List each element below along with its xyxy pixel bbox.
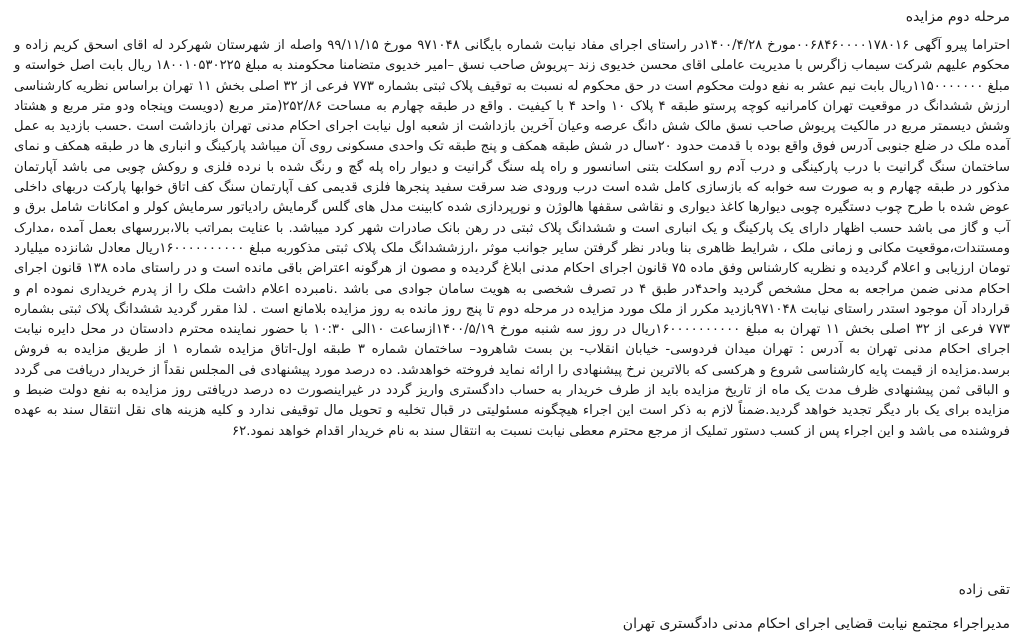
signer-name: تقی زاده — [958, 582, 1010, 598]
signer-title: مدیراجراء مجتمع نیابت قضایی اجرای احکام مدنی دادگستری تهران — [622, 616, 1010, 632]
notice-body-text: احتراما پیرو آگهی ۰۰۶۸۴۶۰۰۰۰۱۷۸۰۱۶مورخ ۱۴۰۰/۴/۲۸در راستای اجرای مفاد نیابت شماره بایگانی ۹۷۱۰۴۸ مورخ ۹۹/۱۱/۱۵ واصله از شهرستان شهرکرد له اقای اسحق کریم زاده و محکوم علیهم شرکت سیماب زاگرس با مدیریت عاملی اقای محسن خدیوی زند –پریوش صاحب نسق –امیر خدیوی متضامنا محکومند به مبلغ ۱۸۰۰۱۰۵۳۰۲۲۵ ریال بابت اصل خواسته و مبلغ ۱۱۵۰۰۰۰۰۰۰ریال بابت نیم عشر به نفع دولت محکوم است در حق محکوم له نسبت به توقیف پلاک ثبتی بشماره ۷۷۳ فرعی از ۳۲ اصلی بخش ۱۱ تهران براساس نظریه کارشناسی ارزش ششدانگ در موقعیت تهران کامرانیه کوچه پرستو طبقه ۴ پلاک ۱۰ واحد ۴ با کیفیت . واقع در طبقه چهارم به مساحت ۲۵۲/۸۶(متر مربع (دویست وپنجاه ودو متر مربع و هشتاد وشش دیسمتر مربع در مالکیت پریوش صاحب نسق مالک شش دانگ عرصه وعیان آخرین بازداشت از شعبه اول نیابت اجرای احکام مدنی تهران بازداشت است .حسب بازدید به عمل آمده ملک در ضلع جنوبی آدرس فوق واقع بوده با قدمت حدود ۲۰سال در شش طبقه همکف و پنج طبقه تک واحدی مسکونی روی آن میباشد پارکینگ و انباری ها در طبقه همکف و نمای ساختمان سنگ گرانیت با درب پارکینگی و درب آدم رو اسکلت بتنی اسانسور و راه پله سنگ گرانیت و دیوار راه پله گچ و رنگ شده با نرده فلزی و روکش چوبی می باشد آپارتمان مذکور در طبقه چهارم و به صورت سه خوابه که بازسازی کامل شده است درب ورودی ضد سرقت سفید پنجرها فلزی قدیمی کف آپارتمان سنگ کف اتاق خوابها پارکت دربهای داخلی عوض شده با طرح چوب دستگیره چوبی دیوارها کاغذ دیواری و نقاشی سقفها هالوژن و نورپردازی شده کابینت مدل های گلس گرمایش رادیاتور سرمایش کولر و امکانات شامل برق و آب و گاز می باشد حسب اظهار دارای یک پارکینگ و یک انباری است و ششدانگ پلاک ثبتی در رهن بانک صادرات شهر کرد میباشد. با عنایت بمراتب بالا،بررسهای بعمل آمده ،مدارک ومستندات،موقعیت مکانی و زمانی ملک ، شرایط ظاهری بنا وبادر نظر گرفتن سایر جوانب موثر ،ارزششدانگ ملک پلاک ثبتی مذکوربه مبلغ ۱۶۰۰۰۰۰۰۰۰۰۰ریال معادل شانزده میلیارد تومان ارزیابی و اعلام گردیده و نظریه کارشناس وفق ماده ۷۵ قانون اجرای احکام مدنی ابلاغ گردیده و مصون از هرگونه اعتراض باقی مانده است و در راستای ماده ۱۳۸ قانون اجرای احکام مدنی ضمن مراجعه به محل مشخص گردید واحد۴در طبق ۴ در تصرف شخصی به هویت سامان جوادی می باشد .نامبرده اعلام داشت ملک را از پدرم خریداری نموده ام و قرارداد آن موجود استدر راستای نیابت ۹۷۱۰۴۸بازدید مکرر از ملک مورد مزایده در مرحله دوم تا پنج روز مانده به روز مزایده بلامانع است . لذا مقرر گردید ششدانگ پلاک ثبتی بشماره ۷۷۳ فرعی از ۳۲ اصلی بخش ۱۱ تهران به مبلغ ۱۶۰۰۰۰۰۰۰۰۰۰ریال در روز سه شنبه مورخ ۱۴۰۰/۵/۱۹ازساعت ۱۰الی ۱۰:۳۰ با حضور نماینده محترم دادستان در محل دایره نیابت اجرای احکام مدنی تهران به آدرس : تهران میدان فردوسی- خیابان انقلاب- بن بست شاهرود– ساختمان شماره ۳ طبقه اول-اتاق مزایده شماره ۱ از طریق مزایده به فروش برسد.مزایده از قیمت پایه کارشناسی شروع و هرکسی که بالاترین نرخ پیشنهادی را ارائه نماید فروخته خواهدشد. ده درصد مورد پیشنهادی فی المجلس نقداً از خریدار دریافت می گردد و الباقی ثمن پیشنهادی ظرف مدت یک ماه از تاریخ مزایده باید از طرف خریدار به حساب دادگستری واریز گردد در غیراینصورت ده درصد دریافتی روز مزایده به نفع دولت ضبط و مزایده برای یک بار دیگر تجدید خواهد گردید.ضمناً لازم به ذکر است این اجراء هیچگونه مسئولیتی در قبال تخلیه و تحویل مال توقیفی ندارد و کلیه هزینه های نقل انتقال سند به عهده فروشنده می باشد و این اجراء پس از کسب دستور تملیک از مرجع محترم معطی نیابت نسبت به انتقال سند به نام خریدار اقدام خواهد نمود.۶۲ — [14, 38, 1011, 439]
document-title: مرحله دوم مزایده — [905, 9, 1010, 25]
signature-block — [623, 581, 1010, 635]
